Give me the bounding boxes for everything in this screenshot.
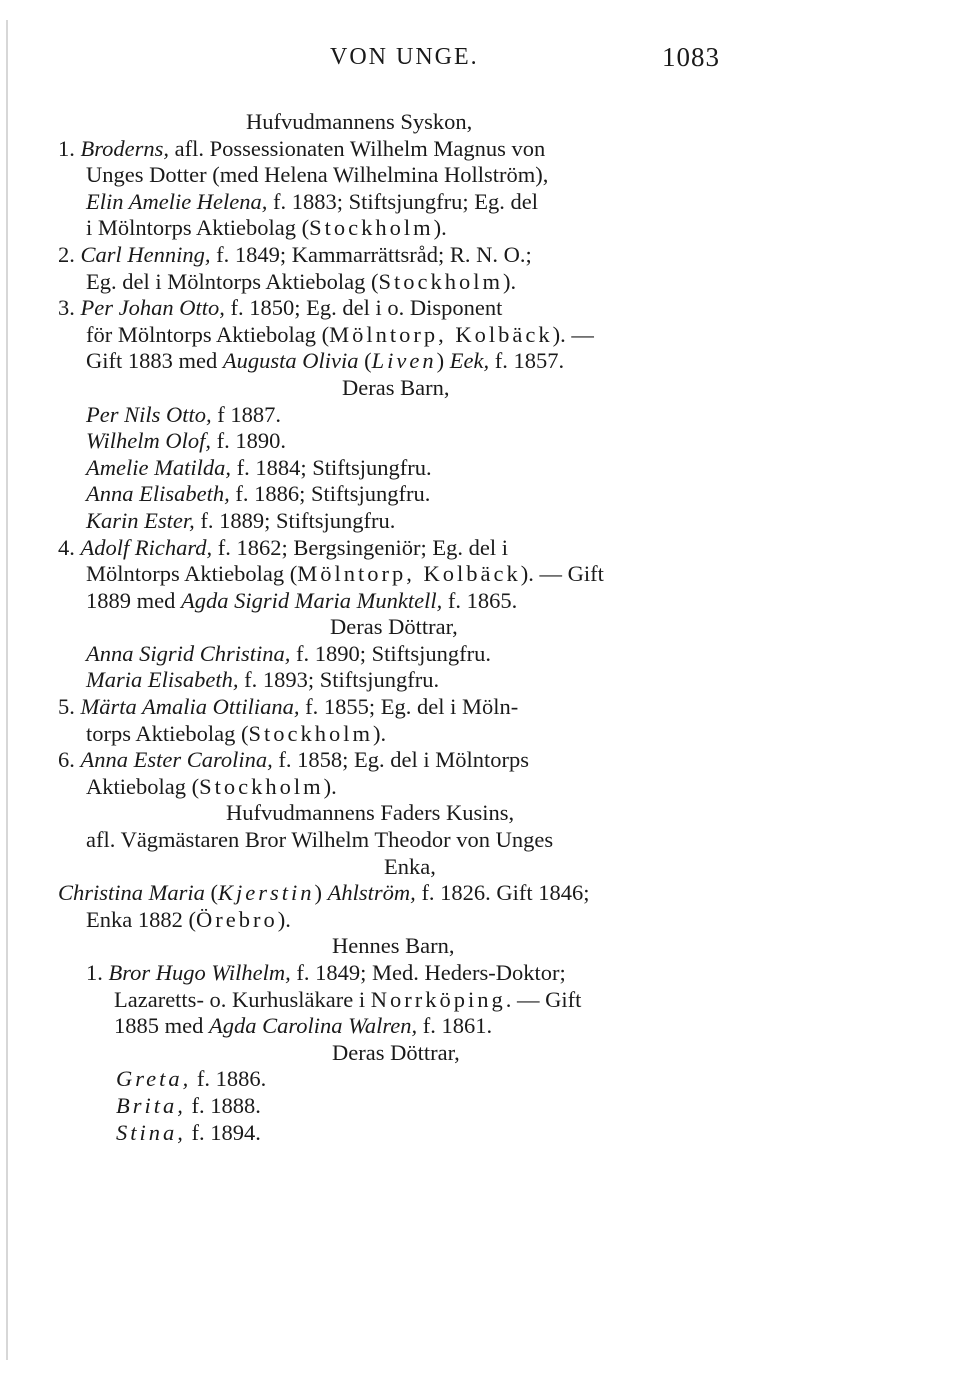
child-line xyxy=(58,402,778,429)
text-run: 4. xyxy=(58,534,75,560)
widow-line-1 xyxy=(58,827,778,854)
text-run: 5. xyxy=(58,694,75,720)
italic-name-text: Kjerstin xyxy=(218,880,315,906)
child-line xyxy=(58,508,778,535)
text-run: f. 1858; Eg. del i Mölntorps xyxy=(272,747,530,773)
text-run: . — Gift xyxy=(505,986,582,1012)
italic-name-text: Liven xyxy=(371,348,437,374)
text-run: f. 1894. xyxy=(185,1119,261,1145)
text-run: 1. xyxy=(58,135,75,161)
text-run: 2. xyxy=(58,241,75,267)
text-run: ). xyxy=(373,720,387,746)
entry-5-line-2 xyxy=(58,721,778,748)
text-run: Enka, xyxy=(384,853,436,879)
text-run: f. 1890. xyxy=(211,428,286,454)
entry-1-line-3 xyxy=(58,189,778,216)
text-run: f. 1883; Stiftsjungfru; Eg. del xyxy=(267,188,539,214)
text-run: Stockholm xyxy=(378,268,503,294)
text-run: Gift 1883 med xyxy=(86,348,223,374)
child-line xyxy=(58,1120,778,1147)
italic-name-text: Ahlström, xyxy=(327,880,416,906)
italic-name-text: Maria Elisabeth, xyxy=(86,667,239,693)
text-run: Stockholm xyxy=(248,720,373,746)
text-run: Mölntorps Aktiebolag ( xyxy=(86,561,298,587)
italic-name-text: Wilhelm Olof, xyxy=(86,428,211,454)
section-heading xyxy=(58,800,778,827)
italic-name-text: Broderns, xyxy=(80,135,170,161)
italic-name-text: Elin Amelie Helena, xyxy=(86,188,268,214)
child-line xyxy=(58,428,778,455)
subheading-children xyxy=(58,375,778,402)
text-run: Hufvudmannens Syskon, xyxy=(246,109,473,134)
text-run: ( xyxy=(204,880,219,906)
text-run: Mölntorp, Kolbäck xyxy=(329,321,553,347)
text-run: f. 1889; Stiftsjungfru. xyxy=(194,507,396,533)
text-run: f. 1890; Stiftsjungfru. xyxy=(290,640,492,666)
italic-name-text: Christina Maria xyxy=(58,880,205,906)
text-run: Hennes Barn, xyxy=(332,933,455,959)
text-run: ). xyxy=(502,268,517,294)
italic-name-text: Anna Elisabeth, xyxy=(86,481,230,507)
text-run: Enka 1882 ( xyxy=(86,906,196,932)
italic-name-text: Eek, xyxy=(449,348,490,374)
text-run: Unges Dotter (med Helena Wilhelmina Hollström), xyxy=(86,162,549,188)
text-run: f. 1861. xyxy=(417,1013,493,1039)
entry-h1-line-3 xyxy=(58,1013,778,1040)
entry-1-line-2 xyxy=(58,162,778,189)
text-run: ). xyxy=(277,906,291,932)
text-run: f. 1849; Med. Heders-Doktor; xyxy=(290,960,566,985)
text-run: ). xyxy=(433,215,447,241)
child-line xyxy=(58,1066,778,1093)
text-run: Stockholm xyxy=(199,773,324,799)
text-run: Hufvudmannens Faders Kusins, xyxy=(226,800,515,826)
text-run: Deras Döttrar, xyxy=(330,614,458,640)
page-number: 1083 xyxy=(662,42,720,72)
entry-3-line-2 xyxy=(58,322,778,349)
italic-name-text: Karin Ester, xyxy=(86,507,195,533)
text-run: Eg. del i Mölntorps Aktiebolag ( xyxy=(86,268,379,294)
child-line xyxy=(58,481,778,508)
text-run: ). — xyxy=(552,321,594,347)
italic-name-text: Märta Amalia Ottiliana, xyxy=(80,694,300,720)
entry-4-line-1 xyxy=(58,535,778,562)
entry-6-line-2 xyxy=(58,774,778,801)
text-run: ). xyxy=(323,773,337,799)
italic-name-text: Anna Ester Carolina, xyxy=(80,747,273,773)
widow-line-2 xyxy=(58,880,778,907)
entry-3-line-1 xyxy=(58,295,778,322)
subheading-daughters xyxy=(58,1040,778,1067)
text-run: 6. xyxy=(58,747,75,773)
text-run: afl. Vägmästaren Bror Wilhelm Theodor von Unges xyxy=(86,827,554,853)
entry-4-line-3 xyxy=(58,588,778,615)
entry-6-line-1 xyxy=(58,747,778,774)
italic-name-text: Bror Hugo Wilhelm, xyxy=(108,960,291,985)
text-run: Örebro xyxy=(195,906,278,932)
text-run: f. 1862; Bergsingeniör; Eg. del i xyxy=(212,534,508,560)
section-heading xyxy=(58,109,778,136)
italic-name-text: Agda Sigrid Maria Munktell, xyxy=(181,587,443,613)
italic-name-text: Carl Henning, xyxy=(80,241,211,267)
entry-2-line-2 xyxy=(58,269,778,296)
entry-h1-line-1 xyxy=(58,960,778,987)
text-run: f 1887. xyxy=(211,401,282,427)
text-run: Stockholm xyxy=(309,215,434,241)
text-run: 1. xyxy=(86,960,103,985)
text-run: f. 1888. xyxy=(185,1092,261,1118)
text-run: Lazaretts- o. Kurhusläkare i xyxy=(114,986,371,1012)
text-run: f. 1849; Kammarrättsråd; R. N. O.; xyxy=(210,241,532,267)
page-edge-rule xyxy=(6,20,8,1360)
genealogy-text xyxy=(58,109,778,1146)
entry-5-line-1 xyxy=(58,694,778,721)
child-line xyxy=(58,641,778,668)
italic-name-text: Anna Sigrid Christina, xyxy=(86,640,291,666)
text-run: f. 1886; Stiftsjungfru. xyxy=(229,481,431,507)
child-line xyxy=(58,455,778,482)
child-line xyxy=(58,1093,778,1120)
text-run: i Mölntorps Aktiebolag ( xyxy=(86,215,310,241)
italic-name-text: Agda Carolina Walren, xyxy=(209,1013,418,1039)
italic-name-text: Brita, xyxy=(116,1092,186,1118)
entry-4-line-2 xyxy=(58,561,778,588)
text-run: 1885 med xyxy=(114,1013,209,1039)
text-run: f. 1855; Eg. del i Möln- xyxy=(299,694,519,720)
text-run: f. 1826. Gift 1846; xyxy=(415,880,590,906)
italic-name-text: Per Nils Otto, xyxy=(86,401,212,427)
italic-name-text: Greta, xyxy=(116,1066,192,1092)
running-head: VON UNGE. xyxy=(330,44,479,70)
text-run: f. 1857. xyxy=(489,348,565,374)
text-run: Aktiebolag ( xyxy=(86,773,200,799)
text-run: f. 1886. xyxy=(191,1066,267,1092)
text-run: f. 1893; Stiftsjungfru. xyxy=(238,667,440,693)
text-run: 1889 med xyxy=(86,587,181,613)
child-line xyxy=(58,667,778,694)
text-run: Deras Barn, xyxy=(342,374,450,400)
entry-2-line-1 xyxy=(58,242,778,269)
text-run: ). — Gift xyxy=(520,561,604,587)
text-run: 3. xyxy=(58,295,75,321)
widow-heading xyxy=(58,854,778,881)
text-run: f. 1865. xyxy=(442,587,518,613)
entry-1-line-4 xyxy=(58,215,778,242)
text-run: afl. Possessionaten Wilhelm Magnus von xyxy=(169,135,546,161)
italic-name-text: Amelie Matilda, xyxy=(86,454,231,480)
text-run: för Mölntorps Aktiebolag ( xyxy=(86,321,330,347)
text-run: Mölntorp, Kolbäck xyxy=(297,561,521,587)
italic-name-text: Adolf Richard, xyxy=(80,534,213,560)
subheading-daughters xyxy=(58,614,778,641)
text-run: ( xyxy=(358,348,372,374)
entry-3-line-3 xyxy=(58,348,778,375)
italic-name-text: Stina, xyxy=(116,1119,186,1145)
text-run: Norrköping xyxy=(370,986,506,1012)
text-run: f. 1884; Stiftsjungfru. xyxy=(230,454,432,480)
subheading-children xyxy=(58,933,778,960)
italic-name-text: Per Johan Otto, xyxy=(80,295,225,321)
text-run: f. 1850; Eg. del i o. Disponent xyxy=(224,295,503,321)
entry-h1-line-2 xyxy=(58,987,778,1014)
text-run: ) xyxy=(436,348,450,374)
text-run: torps Aktiebolag ( xyxy=(86,720,249,746)
italic-name-text: Augusta Olivia xyxy=(222,348,359,374)
entry-1-line-1 xyxy=(58,136,778,163)
widow-line-3 xyxy=(58,907,778,934)
text-run: ) xyxy=(314,880,328,906)
text-run: Deras Döttrar, xyxy=(332,1039,460,1065)
